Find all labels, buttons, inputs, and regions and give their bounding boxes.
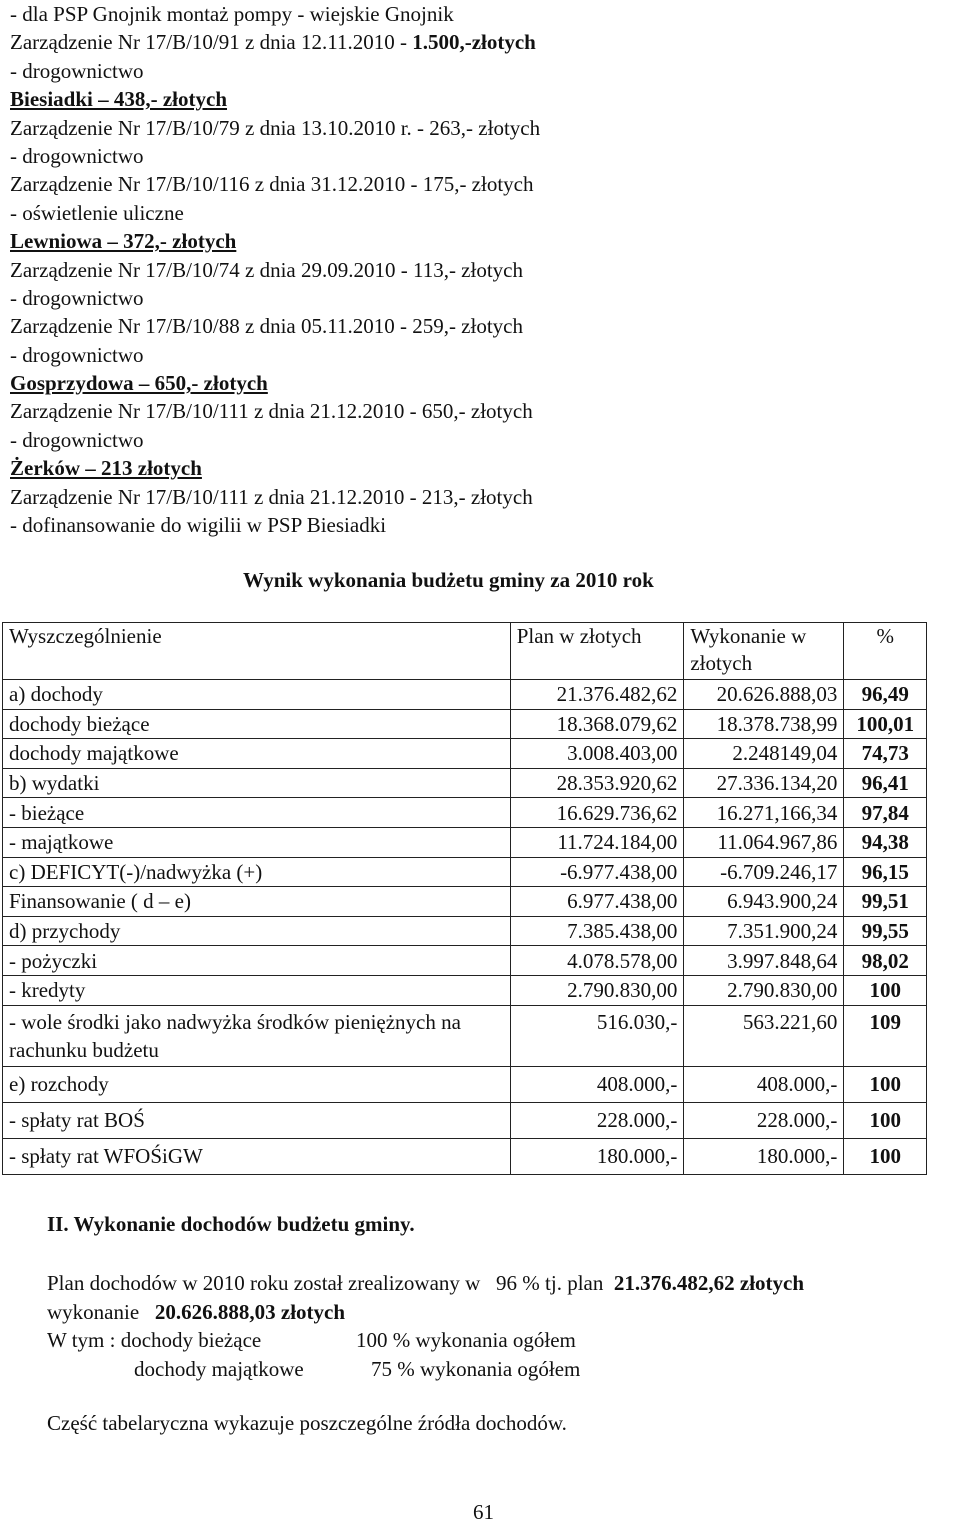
execution-cell: 11.064.967,86 [684,827,844,857]
paragraph-line [47,1326,804,1355]
text-line [10,170,540,198]
item-cell: c) DEFICYT(-)/nadwyżka (+) [3,857,511,887]
item-cell: Finansowanie ( d – e) [3,887,511,917]
percent-cell: 99,55 [844,916,927,946]
table-row [3,1005,927,1066]
line-text: Zarządzenie Nr 17/B/10/74 z dnia 29.09.2010 - 113,- złotych [10,257,523,282]
text-line [10,199,540,227]
column-header: Plan w złotych [510,623,684,680]
table-row [3,827,927,857]
execution-cell: 180.000,- [684,1138,844,1174]
text-line [10,397,540,425]
line-text: Zarządzenie Nr 17/B/10/111 z dnia 21.12.2010 - 650,- złotych [10,399,533,424]
line-text: - drogownictwo [10,342,144,367]
table-row [3,1102,927,1138]
line-text: - dla PSP Gnojnik montaż pompy - wiejskie Gnojnik [10,2,454,26]
section-paragraph [47,1269,804,1383]
percent-cell: 96,49 [844,680,927,710]
plan-cell: 16.629.736,62 [510,798,684,828]
paragraph-line [47,1269,804,1298]
line-text: - dofinansowanie do wigilii w PSP Biesiadki [10,513,387,538]
execution-cell: 20.626.888,03 [684,680,844,710]
percent-cell: 109 [844,1005,927,1066]
item-cell: - bieżące [3,798,511,828]
percent-cell: 97,84 [844,798,927,828]
text-line [10,426,540,454]
percent-cell: 94,38 [844,827,927,857]
item-cell: d) przychody [3,916,511,946]
paragraph-line [47,1355,804,1384]
plan-cell: 6.977.438,00 [510,887,684,917]
item-cell: dochody majątkowe [3,739,511,769]
line-text: Żerków – 213 złotych [10,456,202,481]
location-heading [10,227,540,255]
line-text: - drogownictwo [10,143,144,168]
execution-cell: 2.248149,04 [684,739,844,769]
page-number: 61 [473,1500,494,1524]
line-text: Gosprzydowa – 650,- złotych [10,371,268,396]
execution-cell: -6.709.246,17 [684,857,844,887]
plan-cell: 516.030,- [510,1005,684,1066]
table-row [3,916,927,946]
item-cell: - spłaty rat WFOŚiGW [3,1138,511,1174]
item-cell: - pożyczki [3,946,511,976]
line-text: Zarządzenie Nr 17/B/10/79 z dnia 13.10.2010 r. - 263,- złotych [10,115,541,140]
plan-cell: 21.376.482,62 [510,680,684,710]
item-cell: - majątkowe [3,827,511,857]
item-cell: e) rozchody [3,1066,511,1102]
plan-cell: 228.000,- [510,1102,684,1138]
text-line [10,312,540,340]
percent-cell: 100 [844,1138,927,1174]
execution-cell: 3.997.848,64 [684,946,844,976]
table-row [3,768,927,798]
execution-cell: 228.000,- [684,1102,844,1138]
plan-cell: -6.977.438,00 [510,857,684,887]
execution-cell: 563.221,60 [684,1005,844,1066]
percent-cell: 96,15 [844,857,927,887]
table-row [3,798,927,828]
item-cell: - wole środki jako nadwyżka środków pieniężnych na rachunku budżetu [3,1005,511,1066]
table-row [3,709,927,739]
column-header: Wykonanie w złotych [684,623,844,680]
location-heading [10,85,540,113]
table-row [3,946,927,976]
plan-cell: 11.724.184,00 [510,827,684,857]
text-line [10,511,540,539]
paragraph-text: Plan dochodów w 2010 roku został zrealizowany w 96 % tj. plan [47,1271,614,1295]
percent-cell: 96,41 [844,768,927,798]
line-text: Lewniowa – 372,- złotych [10,229,237,254]
text-line [10,0,540,28]
percent-cell: 100 [844,1102,927,1138]
item-cell: - spłaty rat BOŚ [3,1102,511,1138]
table-title: Wynik wykonania budżetu gminy za 2010 rok [243,568,654,592]
execution-cell: 6.943.900,24 [684,887,844,917]
line-text: - drogownictwo [10,285,144,310]
current-income-value: 100 % wykonania ogółem [356,1328,576,1352]
text-line [10,142,540,170]
paragraph-line [47,1298,804,1327]
text-line [10,341,540,369]
table-row [3,857,927,887]
execution-cell: 7.351.900,24 [684,916,844,946]
table-row [3,1138,927,1174]
plan-cell: 28.353.920,62 [510,768,684,798]
text-line [10,57,540,85]
column-header: Wyszczególnienie [3,623,511,680]
line-text: Zarządzenie Nr 17/B/10/88 z dnia 05.11.2010 - 259,- złotych [10,314,523,339]
table-row [3,975,927,1005]
note-text: Część tabelaryczna wykazuje poszczególne źródła dochodów. [47,1411,567,1435]
line-text: - drogownictwo [10,58,144,83]
table-header-row [3,623,927,680]
current-income-label: W tym : dochody bieżące [47,1328,262,1352]
line-text: Zarządzenie Nr 17/B/10/111 z dnia 21.12.2010 - 213,- złotych [10,484,533,509]
text-block-top [10,0,540,539]
line-text: Biesiadki – 438,- złotych [10,87,228,112]
percent-cell: 99,51 [844,887,927,917]
text-line [10,483,540,511]
line-text: Zarządzenie Nr 17/B/10/116 z dnia 31.12.2010 - 175,- złotych [10,172,534,197]
execution-amount: 20.626.888,03 złotych [154,1299,346,1324]
line-text: - oświetlenie uliczne [10,200,184,225]
text-line [10,284,540,312]
plan-cell: 3.008.403,00 [510,739,684,769]
plan-cell: 180.000,- [510,1138,684,1174]
item-cell: a) dochody [3,680,511,710]
location-heading [10,454,540,482]
percent-cell: 100 [844,1066,927,1102]
section-heading: II. Wykonanie dochodów budżetu gminy. [47,1212,415,1236]
item-cell: - kredyty [3,975,511,1005]
execution-cell: 27.336.134,20 [684,768,844,798]
plan-cell: 4.078.578,00 [510,946,684,976]
amount-bold: 1.500,-złotych [412,30,536,55]
capital-income-label: dochody majątkowe [134,1356,304,1381]
capital-income-value: 75 % wykonania ogółem [371,1356,581,1381]
text-line [10,256,540,284]
line-text: Zarządzenie Nr 17/B/10/91 z dnia 12.11.2010 - [10,30,413,55]
percent-cell: 100,01 [844,709,927,739]
plan-cell: 18.368.079,62 [510,709,684,739]
percent-cell: 100 [844,975,927,1005]
execution-cell: 16.271,166,34 [684,798,844,828]
execution-cell: 408.000,- [684,1066,844,1102]
table-row [3,887,927,917]
text-line [10,114,540,142]
execution-cell: 2.790.830,00 [684,975,844,1005]
execution-cell: 18.378.738,99 [684,709,844,739]
plan-cell: 408.000,- [510,1066,684,1102]
line-text: - drogownictwo [10,427,144,452]
table-row [3,739,927,769]
table-row [3,680,927,710]
paragraph-text: wykonanie [47,1299,155,1324]
budget-table [2,622,927,1175]
table-row [3,1066,927,1102]
column-header: % [844,623,927,680]
percent-cell: 74,73 [844,739,927,769]
text-line [10,28,540,56]
plan-amount: 21.376.482,62 złotych [613,1271,805,1295]
percent-cell: 98,02 [844,946,927,976]
location-heading [10,369,540,397]
plan-cell: 7.385.438,00 [510,916,684,946]
plan-cell: 2.790.830,00 [510,975,684,1005]
item-cell: b) wydatki [3,768,511,798]
item-cell: dochody bieżące [3,709,511,739]
